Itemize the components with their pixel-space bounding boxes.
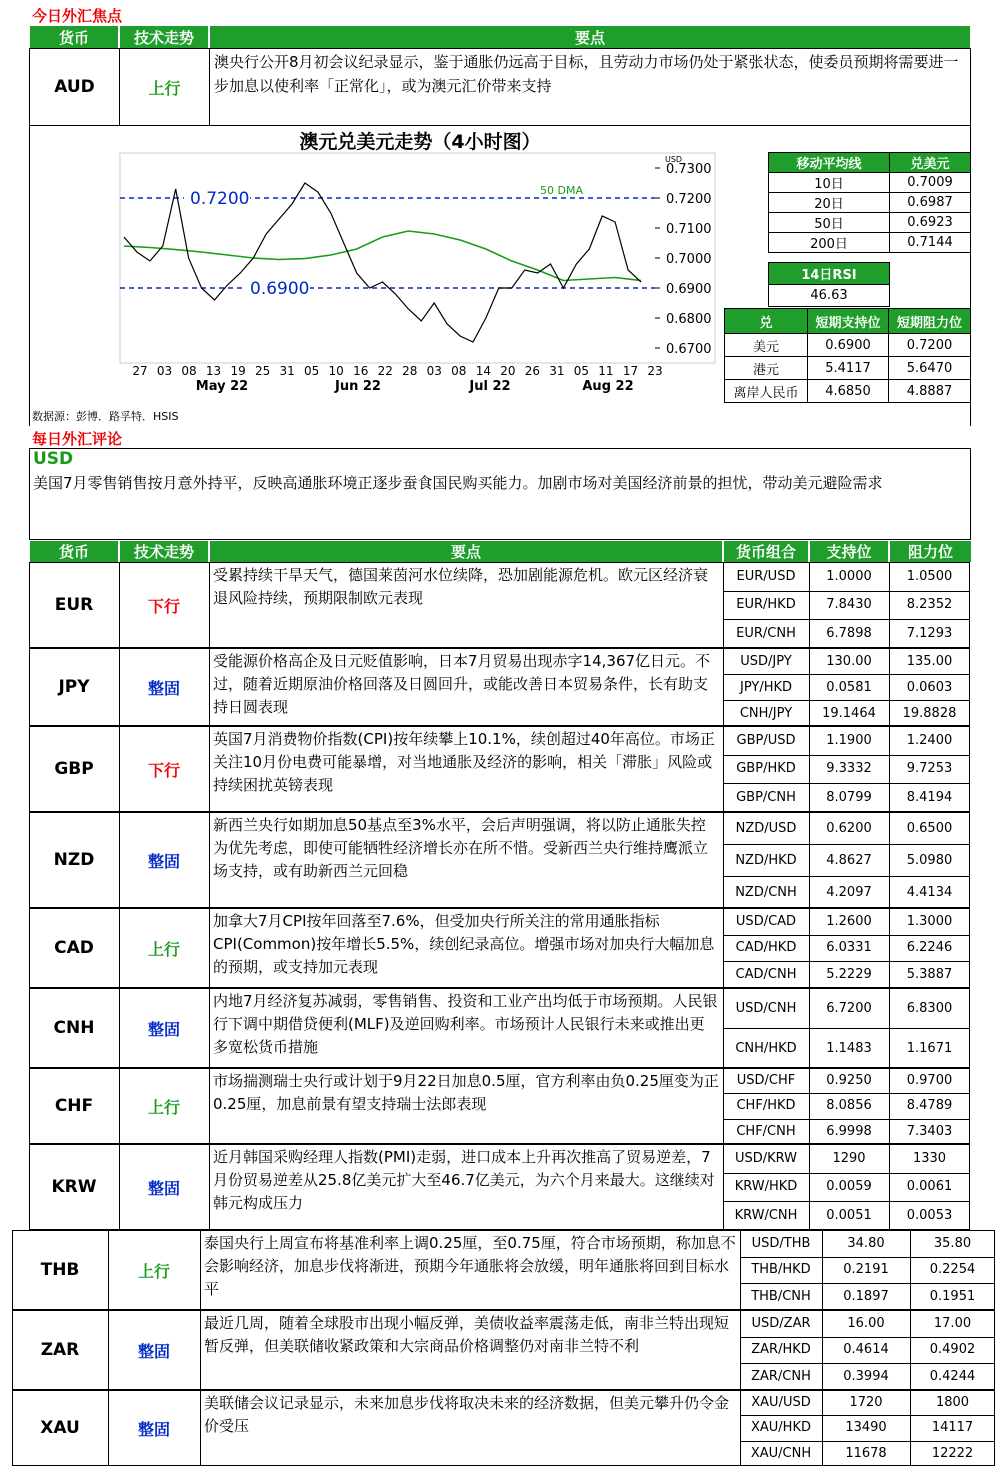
audusd-chart <box>110 150 730 400</box>
column-divider <box>200 1230 201 1310</box>
row-trend: 下行 <box>147 596 180 616</box>
pair-name: GBP/HKD <box>736 761 796 777</box>
column-divider <box>209 726 210 812</box>
row-trend: 上行 <box>147 939 180 959</box>
pair-support: 16.00 <box>847 1315 885 1331</box>
pair-support: 0.1897 <box>843 1289 889 1305</box>
column-divider <box>209 908 210 988</box>
pair-resistance: 7.3403 <box>906 1123 953 1139</box>
row-trend: 整固 <box>147 1019 180 1039</box>
ma-value: 0.6987 <box>890 193 971 213</box>
y-tick-label: 0.7200 <box>666 192 712 207</box>
pair-support: 6.9998 <box>826 1123 872 1139</box>
pair-name: USD/JPY <box>740 653 792 669</box>
row-currency: CNH <box>53 1018 95 1038</box>
x-tick-label: 05 <box>304 364 320 378</box>
pair-resistance: 19.8828 <box>902 705 957 721</box>
pair-resistance: 8.4194 <box>906 790 953 806</box>
pair-support: 0.0051 <box>826 1208 872 1224</box>
row-note: 美联储会议记录显示，未来加息步伐将取决未来的经济数据，但美元攀升仍令金价受压 <box>204 1394 730 1435</box>
row-trend: 整固 <box>147 851 180 871</box>
pair-support: 1.1900 <box>826 732 872 748</box>
pair-support: 13490 <box>845 1420 887 1436</box>
pair-resistance: 1.2400 <box>906 732 953 748</box>
pair-resistance: 5.3887 <box>906 967 953 983</box>
aud-currency: AUD <box>54 77 95 97</box>
pair-resistance: 0.7200 <box>889 334 971 357</box>
y-tick-label: 0.7300 <box>666 162 712 177</box>
row-note: 英国7月消费物价指数(CPI)按年续攀上10.1%，续创超过40年高位。市场正关注10月份电费可能暴增，对当地通胀及经济的影响，相关「滞胀」风险或持续困扰英镑表现 <box>213 730 715 794</box>
pair-resistance: 8.4789 <box>906 1098 953 1114</box>
pair-resistance: 5.0980 <box>906 852 953 868</box>
ma-label: 20日 <box>769 193 890 213</box>
row-note: 受能源价格高企及日元贬值影响，日本7月贸易出现赤字14,367亿日元。不过，随着近期原油价格回落及日圆回升，或能改善日本贸易条件，长有助支持日圆表现 <box>213 652 711 716</box>
row-currency: XAU <box>40 1418 80 1438</box>
column-divider <box>200 1310 201 1390</box>
pair-support: 0.6900 <box>808 334 889 357</box>
row-currency: NZD <box>53 850 95 870</box>
x-tick-label: 17 <box>622 364 639 378</box>
header-currency: 货币 <box>30 541 118 562</box>
row-trend: 整固 <box>137 1341 170 1361</box>
pair-support: 4.8627 <box>826 852 872 868</box>
row-note: 加拿大7月CPI按年回落至7.6%，但受加央行所关注的常用通胀指标CPI(Common)按年增长5.5%，续创纪录高位。增强市场对加央行大幅加息的预期，或支持加元表现 <box>213 912 715 976</box>
pair-resistance: 0.0603 <box>906 679 953 695</box>
column-divider <box>209 648 210 726</box>
pair-support: 0.4614 <box>843 1342 889 1358</box>
row-note: 泰国央行上周宣布将基准利率上调0.25厘，至0.75厘，符合市场预期，称加息不会影响经济，加息步伐将渐进，预期今年通胀将会放缓，明年通胀将回到目标水平 <box>204 1234 736 1298</box>
pair-name: CNH/JPY <box>739 705 793 721</box>
x-tick-label: 08 <box>451 364 467 378</box>
usd-note: 美国7月零售销售按月意外持平，反映高通胀环境正逐步蚕食国民购买能力。加剧市场对美国经济前景的担忧，带动美元避险需求 <box>33 474 883 492</box>
x-tick-label: 31 <box>279 364 295 378</box>
pair-support: 1720 <box>849 1395 883 1411</box>
dma-label: 50 DMA <box>540 184 583 197</box>
pair-resistance: 17.00 <box>933 1315 972 1331</box>
row-currency: ZAR <box>40 1340 80 1360</box>
pair-resistance: 0.1951 <box>929 1289 976 1305</box>
rsi-table <box>768 262 890 307</box>
pair-label: 美元 <box>725 334 808 357</box>
pair-resistance: 0.6500 <box>906 820 953 836</box>
pair-name: GBP/USD <box>736 732 796 748</box>
pair-resistance: 9.7253 <box>906 761 953 777</box>
ma-label: 200日 <box>769 233 890 253</box>
row-note: 市场揣测瑞士央行或计划于9月22日加息0.5厘，官方利率由负0.25厘变为正0.25厘，加息前景有望支持瑞士法郎表现 <box>213 1072 719 1113</box>
pair-resistance: 1.3000 <box>906 913 953 929</box>
header-points: 要点 <box>210 26 970 48</box>
pair-support: 0.3994 <box>843 1369 889 1385</box>
header-pair: 货币组合 <box>724 541 808 562</box>
pair-support: 4.6850 <box>808 380 889 403</box>
ma-value: 0.6923 <box>890 213 971 233</box>
pair-name: ZAR/HKD <box>751 1342 811 1358</box>
row-currency: THB <box>40 1260 80 1280</box>
row-currency: GBP <box>54 759 94 779</box>
pair-support: 19.1464 <box>822 705 876 721</box>
rsi-label: 14日RSI <box>769 263 890 285</box>
row-note: 新西兰央行如期加息50基点至3%水平，会后声明强调，将以防止通胀失控为优先考虑，即使可能牺牲经济增长亦在所不惜。受新西兰央行维持鹰派立场支持，或有助新西兰元回稳 <box>213 816 709 880</box>
pair-name: EUR/USD <box>736 568 796 584</box>
pair-resistance: 4.8887 <box>889 380 971 403</box>
focus-section-title: 今日外汇焦点 <box>32 7 123 25</box>
column-divider <box>209 1068 210 1144</box>
x-tick-label: 20 <box>500 364 516 378</box>
pair-resistance: 1330 <box>912 1150 947 1166</box>
ma-label: 50日 <box>769 213 890 233</box>
pair-name: ZAR/CNH <box>751 1369 811 1385</box>
row-trend: 下行 <box>147 760 180 780</box>
pair-support: 6.7200 <box>826 1000 872 1016</box>
pair-support: 0.2191 <box>843 1262 889 1278</box>
pair-resistance: 35.80 <box>933 1235 972 1251</box>
row-currency: KRW <box>51 1177 97 1197</box>
pair-label: 离岸人民币 <box>725 380 808 403</box>
pair-name: GBP/CNH <box>736 790 796 806</box>
y-tick-label: 0.6700 <box>666 342 712 357</box>
y-unit-label: USD <box>665 155 683 164</box>
row-currency: EUR <box>54 595 94 615</box>
x-month-label: Aug 22 <box>582 379 634 394</box>
pair-resistance: 14117 <box>931 1420 974 1436</box>
pair-support: 9.3332 <box>826 761 872 777</box>
column-divider <box>200 1390 201 1466</box>
row-note: 受累持续干旱天气，德国莱茵河水位续降，恐加剧能源危机。欧元区经济衰退风险持续，预期限制欧元表现 <box>213 566 709 607</box>
x-tick-label: 10 <box>328 364 344 378</box>
pair-support: 7.8430 <box>826 597 872 613</box>
pair-resistance: 1800 <box>935 1395 970 1411</box>
pair-name: USD/KRW <box>734 1150 798 1166</box>
hline-label: 0.7200 <box>190 189 250 209</box>
pair-name: CHF/CNH <box>736 1123 796 1139</box>
header-trend: 技术走势 <box>120 541 208 562</box>
aud-note: 澳央行公开8月初会议纪录显示，鉴于通胀仍远高于目标，且劳动力市场仍处于紧张状态，使委员预期将需要进一步加息以使利率「正常化」，或为澳元汇价带来支持 <box>214 53 959 95</box>
x-tick-label: 26 <box>524 364 541 378</box>
pair-resistance: 135.00 <box>906 653 953 669</box>
pair-name: USD/ZAR <box>751 1315 811 1331</box>
pair-name: KRW/HKD <box>734 1179 798 1195</box>
row-trend: 整固 <box>137 1419 170 1439</box>
header-resistance: 阻力位 <box>890 541 971 562</box>
pair-support: 6.7898 <box>826 626 872 642</box>
ma-header-vs: 兑美元 <box>890 153 971 173</box>
pair-resistance: 0.0053 <box>906 1208 953 1224</box>
pair-support: 0.0581 <box>826 679 872 695</box>
ma-label: 10日 <box>769 173 890 193</box>
pair-name: USD/CAD <box>735 913 797 929</box>
y-tick-label: 0.6800 <box>666 312 712 327</box>
y-tick-label: 0.6900 <box>666 282 712 297</box>
ma-header: 移动平均线 <box>769 153 890 173</box>
pair-resistance: 0.4902 <box>929 1342 976 1358</box>
pair-name: THB/HKD <box>751 1262 811 1278</box>
header-currency: 货币 <box>30 26 118 48</box>
pair-name: THB/CNH <box>751 1289 811 1305</box>
pair-support: 1.0000 <box>826 568 872 584</box>
x-tick-label: 22 <box>377 364 393 378</box>
y-tick-label: 0.7100 <box>666 222 712 237</box>
pair-name: XAU/USD <box>751 1395 811 1411</box>
x-tick-label: 11 <box>598 364 614 378</box>
pair-support: 1.1483 <box>826 1040 872 1056</box>
pair-resistance: 1.1671 <box>906 1040 953 1056</box>
row-trend: 整固 <box>147 678 180 698</box>
pair-name: EUR/CNH <box>736 626 796 642</box>
pair-support: 130.00 <box>826 653 872 669</box>
row-trend: 上行 <box>137 1261 170 1281</box>
x-month-label: Jul 22 <box>469 379 511 394</box>
x-tick-label: 28 <box>402 364 418 378</box>
row-note: 近月韩国采购经理人指数(PMI)走弱，进口成本上升再次推高了贸易逆差，7月份贸易逆差从25.8亿美元扩大至46.7亿美元，为六个月来最大。这继续对韩元构成压力 <box>213 1148 715 1212</box>
ma-value: 0.7144 <box>890 233 971 253</box>
row-trend: 上行 <box>147 1097 180 1117</box>
pair-support: 0.9250 <box>826 1073 872 1089</box>
pair-name: XAU/CNH <box>750 1445 812 1461</box>
x-tick-label: 25 <box>254 364 271 378</box>
pair-support: 5.4117 <box>808 357 889 380</box>
comment-section-title: 每日外汇评论 <box>32 430 123 448</box>
x-tick-label: 13 <box>205 364 222 378</box>
row-trend: 整固 <box>147 1178 180 1198</box>
pair-resistance: 8.2352 <box>906 597 953 613</box>
pair-resistance: 6.2246 <box>906 940 953 956</box>
row-note: 最近几周，随着全球股市出现小幅反弹，美债收益率震荡走低，南非兰特出现短暂反弹，但美联储收紧政策和大宗商品价格调整仍对南非兰特不利 <box>204 1314 730 1355</box>
pair-name: USD/CHF <box>736 1073 796 1089</box>
pair-support: 8.0799 <box>826 790 872 806</box>
x-tick-label: 19 <box>230 364 246 378</box>
pair-support: 1.2600 <box>826 913 872 929</box>
pair-name: XAU/HKD <box>750 1420 811 1436</box>
x-tick-label: 27 <box>132 364 148 378</box>
header-support: 支持位 <box>810 541 888 562</box>
pair-resistance: 1.0500 <box>906 568 953 584</box>
pair-support: 11678 <box>845 1445 887 1461</box>
pair-support: 6.0331 <box>826 940 872 956</box>
pair-support: 1290 <box>832 1150 866 1166</box>
pair-name: NZD/USD <box>735 820 797 836</box>
pair-resistance: 6.8300 <box>906 1000 953 1016</box>
row-note: 内地7月经济复苏减弱，零售销售、投资和工业产出均低于市场预期。人民银行下调中期借贷便利(MLF)及逆回购利率。市场预计人民银行未来或推出更多宽松货币措施 <box>213 992 718 1056</box>
pair-name: USD/THB <box>751 1235 811 1251</box>
row-currency: CAD <box>54 938 94 958</box>
chart-title: 澳元兑美元走势（4小时图） <box>299 131 541 153</box>
column-divider <box>209 562 210 648</box>
row-currency: CHF <box>54 1096 94 1116</box>
column-divider <box>209 812 210 908</box>
pair-support: 0.0059 <box>826 1179 872 1195</box>
x-tick-label: 03 <box>426 364 442 378</box>
aud-trend: 上行 <box>148 78 181 98</box>
pair-resistance: 0.2254 <box>929 1262 976 1278</box>
x-tick-label: 08 <box>181 364 197 378</box>
pair-name: CAD/CNH <box>735 967 797 983</box>
pair-name: NZD/CNH <box>735 884 797 900</box>
column-divider <box>209 1144 210 1230</box>
pair-support: 8.0856 <box>826 1098 872 1114</box>
data-source: 数据源：彭博．路孚特．HSIS <box>32 410 179 423</box>
pair-name: USD/CNH <box>735 1000 797 1016</box>
pairs-header-vs: 兑 <box>725 309 808 334</box>
pair-name: CHF/HKD <box>736 1098 796 1114</box>
pair-name: CAD/HKD <box>735 940 797 956</box>
hline-label: 0.6900 <box>250 279 310 299</box>
column-divider <box>209 988 210 1068</box>
row-currency: JPY <box>58 677 90 697</box>
pair-name: NZD/HKD <box>735 852 797 868</box>
pairs-header-support: 短期支持位 <box>808 309 889 334</box>
pair-support: 0.6200 <box>826 820 872 836</box>
ma-value: 0.7009 <box>890 173 971 193</box>
pair-resistance: 4.4134 <box>906 884 953 900</box>
pair-resistance: 5.6470 <box>889 357 971 380</box>
x-tick-label: 05 <box>573 364 590 378</box>
pair-name: JPY/HKD <box>739 679 793 695</box>
x-tick-label: 16 <box>353 364 369 378</box>
pairs-header-resistance: 短期阻力位 <box>889 309 971 334</box>
pair-resistance: 12222 <box>931 1445 974 1461</box>
pair-support: 34.80 <box>847 1235 885 1251</box>
pair-name: CNH/HKD <box>735 1040 797 1056</box>
pair-resistance: 7.1293 <box>906 626 953 642</box>
x-month-label: Jun 22 <box>335 379 381 394</box>
pair-name: EUR/HKD <box>736 597 796 613</box>
x-month-label: May 22 <box>195 379 249 394</box>
pair-label: 港元 <box>725 357 808 380</box>
x-tick-label: 03 <box>156 364 173 378</box>
chart-plot-area <box>120 153 715 363</box>
ma-table <box>768 152 971 253</box>
x-tick-label: 23 <box>647 364 663 378</box>
pair-name: KRW/CNH <box>734 1208 798 1224</box>
pair-resistance: 0.0061 <box>906 1179 953 1195</box>
pair-support: 4.2097 <box>826 884 872 900</box>
x-tick-label: 31 <box>549 364 565 378</box>
header-trend: 技术走势 <box>120 26 208 48</box>
pair-resistance: 0.9700 <box>906 1073 953 1089</box>
x-tick-label: 14 <box>475 364 491 378</box>
aud-pairs-table <box>724 308 971 403</box>
y-tick-label: 0.7000 <box>666 252 712 267</box>
rsi-value: 46.63 <box>769 285 890 307</box>
usd-currency: USD <box>33 449 74 469</box>
pair-resistance: 0.4244 <box>929 1369 976 1385</box>
header-points: 要点 <box>210 541 722 562</box>
pair-support: 5.2229 <box>826 967 872 983</box>
